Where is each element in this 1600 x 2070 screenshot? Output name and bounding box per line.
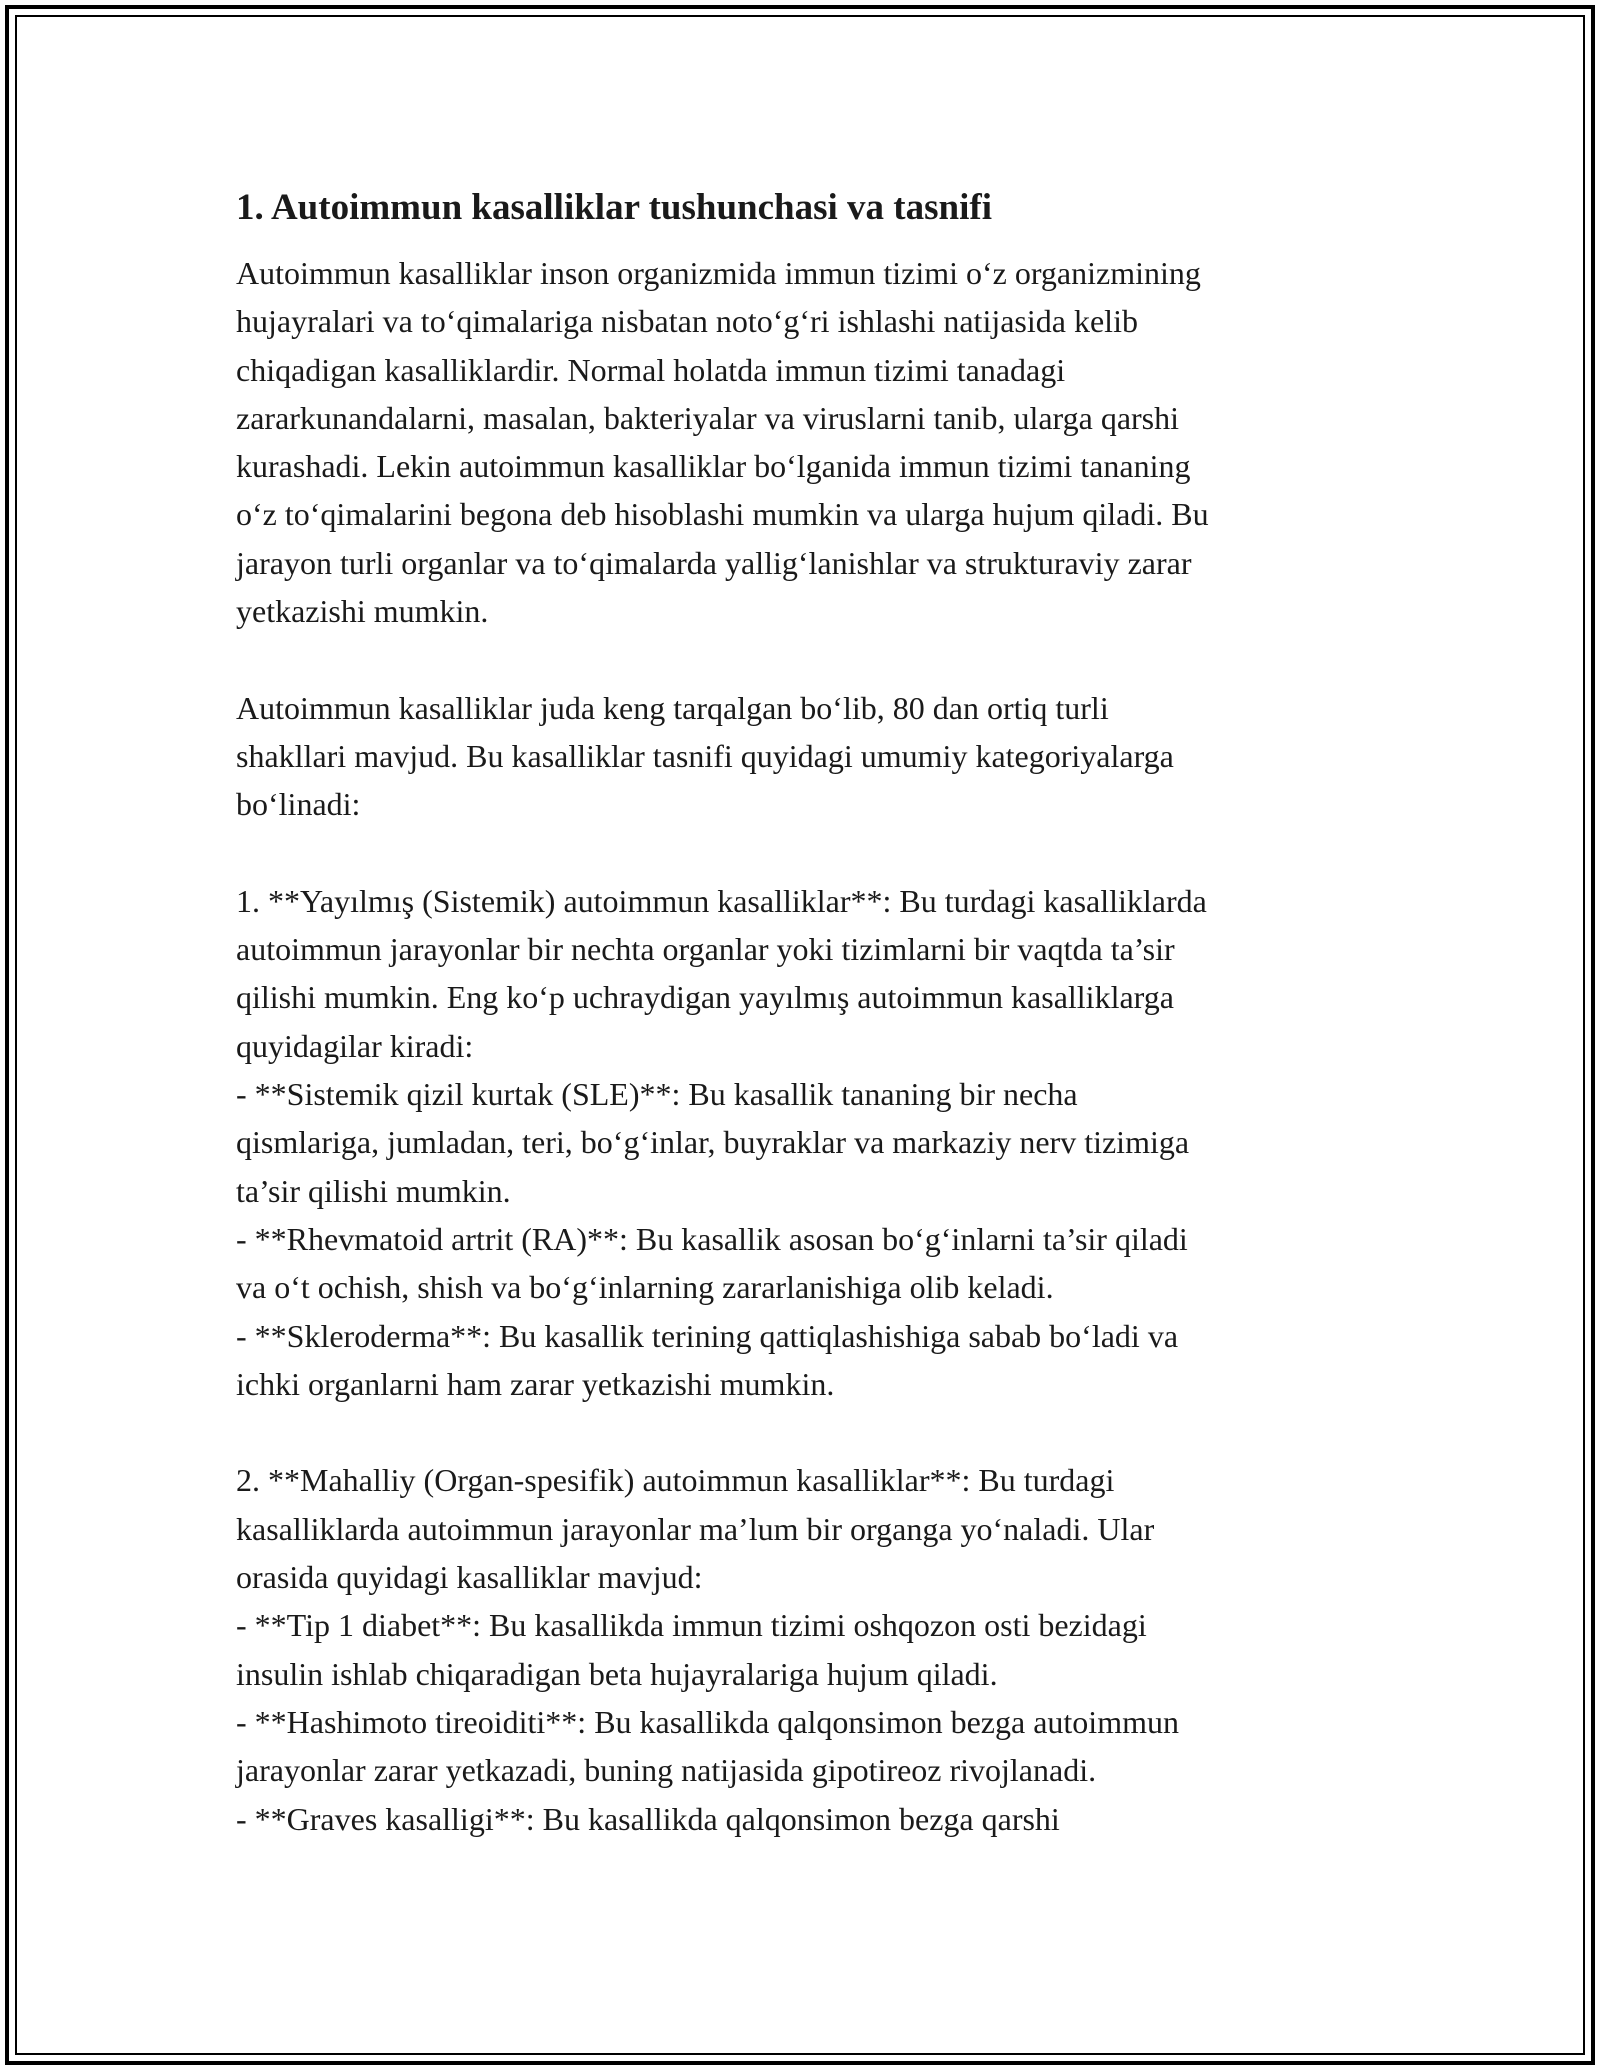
section-heading: 1. Autoimmun kasalliklar tushunchasi va tasnifi <box>236 187 992 228</box>
body-text: Autoimmun kasalliklar inson organizmida immun tizimi o‘z organizmining hujayralari va to‘qimalariga nisbatan noto‘g‘ri ishlashi natijasida kelib chiqadigan kasalliklardir. Normal holatda immun tizimi tanadagi zararkunandalarni, masalan, bakteriyalar va viruslarni tanib, ularga qarshi kurashadi. Lekin autoimmun kasalliklar bo‘lganida immun tizimi tananing o‘z to‘qimalarini begona deb hisoblashi mumkin va ularga hujum qiladi. Bu jarayon turli organlar va to‘qimalarda yallig‘lanishlar va strukturaviy zarar yetkazishi mumkin. Autoimmun kasalliklar juda keng tarqalgan bo‘lib, 80 dan ortiq turli shakllari mavjud. Bu kasalliklar tasnifi quyidagi umumiy kategoriyalarga bo‘linadi: 1. **Yayılmış (Sistemik) autoimmun kasalliklar**: Bu turdagi kasalliklarda autoimmun jarayonlar bir nechta organlar yoki tizimlarni bir vaqtda ta’sir qilishi mumkin. Eng ko‘p uchraydigan yayılmış autoimmun kasalliklarga quyidagilar kiradi: - **Sistemik qizil kurtak (SLE)**: Bu kasallik tananing bir necha qismlariga, jumladan, teri, bo‘g‘inlar, buyraklar va markaziy nerv tizimiga ta’sir qilishi mumkin. - **Rhevmatoid artrit (RA)**: Bu kasallik asosan bo‘g‘inlarni ta’sir qiladi va o‘t ochish, shish va bo‘g‘inlarning zararlanishiga olib keladi. - **Skleroderma**: Bu kasallik terining qattiqlashishiga sabab bo‘ladi va ichki organlarni ham zarar yetkazishi mumkin. 2. **Mahalliy (Organ-spesifik) autoimmun kasalliklar**: Bu turdagi kasalliklarda autoimmun jarayonlar ma’lum bir organga yo‘naladi. Ular orasida quyidagi kasalliklar mavjud: - **Tip 1 diabet**: Bu kasallikda immun tizimi oshqozon osti bezidagi insulin ishlab chiqaradigan beta hujayralariga hujum qiladi. - **Hashimoto tireoiditi**: Bu kasallikda qalqonsimon bezga autoimmun jarayonlar zarar yetkazadi, buning natijasida gipotireoz rivojlanadi. - **Graves kasalligi**: Bu kasallikda qalqonsimon bezga qarshi <box>236 255 1209 1837</box>
document-content <box>236 183 1366 1843</box>
